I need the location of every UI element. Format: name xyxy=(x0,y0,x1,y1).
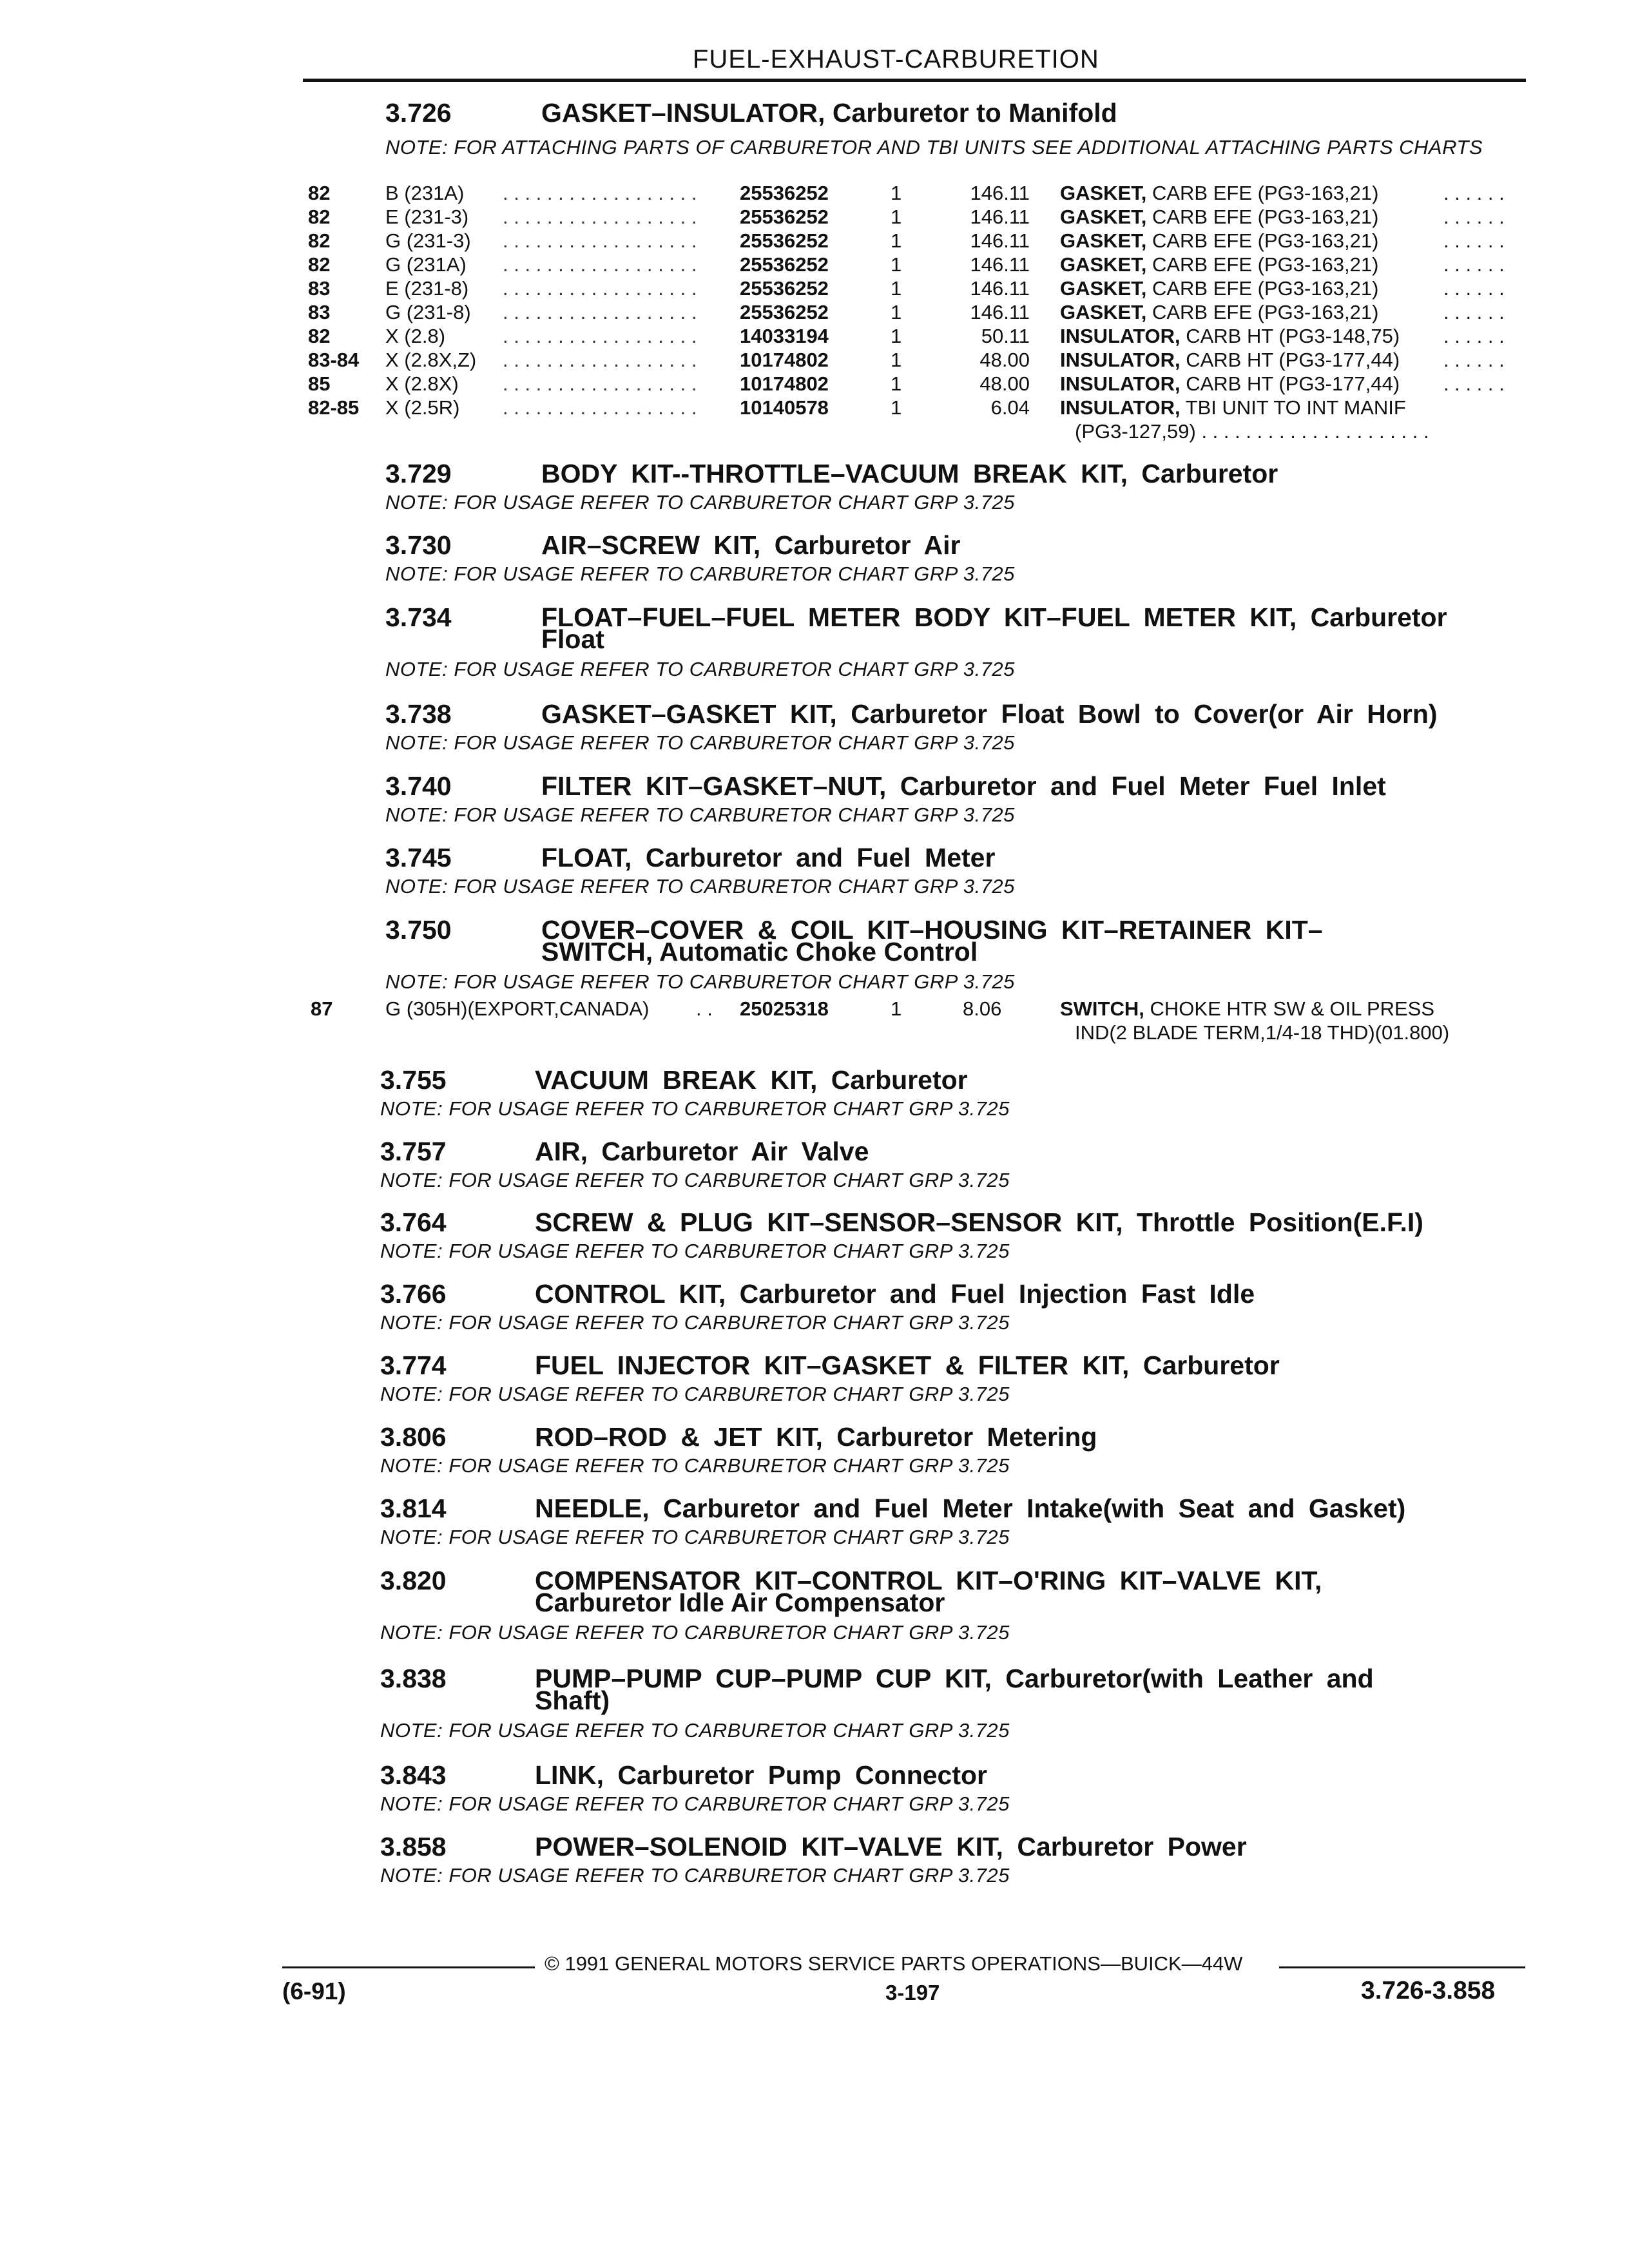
row-year: 82 xyxy=(308,229,331,252)
section-note: NOTE: FOR USAGE REFER TO CARBURETOR CHART GRP 3.725 xyxy=(380,1454,1010,1477)
section-note: NOTE: FOR USAGE REFER TO CARBURETOR CHART GRP 3.725 xyxy=(385,562,1015,585)
section-number: 3.774 xyxy=(380,1350,447,1380)
section-title-part: PUMP–PUMP CUP–PUMP CUP KIT, xyxy=(535,1664,992,1693)
row-price: 146.11 xyxy=(970,253,1030,276)
row-name: GASKET, xyxy=(1060,253,1147,276)
section-title xyxy=(541,530,960,561)
section-title-part: COMPENSATOR KIT–CONTROL KIT–O'RING KIT–VALVE KIT, xyxy=(535,1566,1322,1595)
row-leader-dots: . . . . . . . . . . . . . . . . . . xyxy=(503,253,697,276)
section-title-desc: Carburetor to Manifold xyxy=(832,98,1117,128)
table-row xyxy=(0,301,1629,325)
row-qty: 1 xyxy=(891,206,902,228)
row-trailing-dots: . . . . . . xyxy=(1443,277,1505,300)
row-qty: 1 xyxy=(891,253,902,276)
table-row xyxy=(0,206,1629,229)
section-title-desc: Carburetor Air Valve xyxy=(601,1137,869,1166)
row-part-number: 10140578 xyxy=(740,396,829,419)
row-code: X (2.8X) xyxy=(385,372,459,395)
section-number: 3.843 xyxy=(380,1760,447,1790)
row-description xyxy=(1060,997,1434,1021)
section-title-part: GASKET–GASKET KIT, xyxy=(541,699,837,729)
row-name: GASKET, xyxy=(1060,301,1147,323)
section-title-desc: Carburetor Air xyxy=(774,530,961,560)
row-part-number: 10174802 xyxy=(740,349,829,371)
row-qty: 1 xyxy=(891,372,902,395)
row-trailing-dots: . . . . . . xyxy=(1443,206,1505,228)
section-title xyxy=(535,1760,987,1791)
section-title xyxy=(535,1350,1280,1381)
row-price: 50.11 xyxy=(981,325,1030,347)
row-code: G (231-3) xyxy=(385,229,471,252)
row-detail: CARB HT (PG3-148,75) xyxy=(1186,325,1400,347)
section-title-part: FLOAT, xyxy=(541,843,632,872)
section-title-part: COVER–COVER & COIL KIT–HOUSING KIT–RETAINER KIT– xyxy=(541,915,1323,945)
section-note: NOTE: FOR USAGE REFER TO CARBURETOR CHART GRP 3.725 xyxy=(385,658,1015,680)
section-note: NOTE: FOR USAGE REFER TO CARBURETOR CHART GRP 3.725 xyxy=(380,1526,1010,1548)
row-part-number: 25536252 xyxy=(740,206,829,228)
row-trailing-dots: . . . . . . xyxy=(1443,372,1505,395)
section-number: 3.858 xyxy=(380,1832,447,1861)
section-note: NOTE: FOR USAGE REFER TO CARBURETOR CHART GRP 3.725 xyxy=(385,970,1015,993)
row-part-number: 25025318 xyxy=(740,997,829,1020)
row-price: 48.00 xyxy=(979,372,1030,395)
row-part-number: 25536252 xyxy=(740,182,829,204)
section-title-part: FILTER KIT–GASKET–NUT, xyxy=(541,771,887,801)
section-note: NOTE: FOR USAGE REFER TO CARBURETOR CHART GRP 3.725 xyxy=(385,803,1015,826)
table-row xyxy=(0,372,1629,396)
row-trailing-dots: . . . . . . xyxy=(1443,229,1505,252)
row-detail: CARB EFE (PG3-163,21) xyxy=(1152,229,1379,252)
section-title xyxy=(541,459,1278,489)
table-row xyxy=(0,349,1629,372)
row-qty: 1 xyxy=(891,349,902,371)
section-title xyxy=(535,1832,1247,1862)
section-number: 3.766 xyxy=(380,1279,447,1309)
section-title-desc: Carburetor xyxy=(1310,602,1447,632)
row-price: 8.06 xyxy=(963,997,1002,1020)
row-part-number: 25536252 xyxy=(740,277,829,300)
section-title-part: BODY KIT--THROTTLE–VACUUM BREAK KIT, xyxy=(541,459,1128,488)
table-row xyxy=(0,277,1629,301)
section-title-part: GASKET–INSULATOR, xyxy=(541,98,825,128)
section-title-desc: Carburetor Pump Connector xyxy=(617,1760,987,1790)
row-year: 82 xyxy=(308,253,331,276)
row-trailing-dots: . . . . . . xyxy=(1443,349,1505,371)
section-title-desc: Carburetor Float Bowl to Cover(or Air Horn) xyxy=(851,699,1438,729)
row-detail-2: (PG3-127,59) xyxy=(1075,420,1196,443)
row-leader-dots: . . . . . . . . . . . . . . . . . . xyxy=(503,372,697,395)
row-part-number: 14033194 xyxy=(740,325,829,347)
section-number: 3.806 xyxy=(380,1422,447,1452)
section-title xyxy=(541,98,1117,128)
section-title-part: AIR–SCREW KIT, xyxy=(541,530,761,560)
row-name: INSULATOR, xyxy=(1060,396,1181,419)
section-title xyxy=(535,1664,1374,1694)
section-number: 3.757 xyxy=(380,1137,447,1166)
row-qty: 1 xyxy=(891,229,902,252)
table-row xyxy=(0,229,1629,253)
section-note: NOTE: FOR USAGE REFER TO CARBURETOR CHART GRP 3.725 xyxy=(380,1621,1010,1644)
row-name: INSULATOR, xyxy=(1060,349,1181,371)
section-title xyxy=(535,1207,1423,1238)
section-title-part: NEEDLE, xyxy=(535,1494,650,1523)
row-code: G (231-8) xyxy=(385,301,471,323)
section-number: 3.755 xyxy=(380,1065,447,1095)
row-code: B (231A) xyxy=(385,182,465,204)
row-part-number: 10174802 xyxy=(740,372,829,395)
row-name: GASKET, xyxy=(1060,182,1147,204)
page-header-title: FUEL-EXHAUST-CARBURETION xyxy=(693,45,1099,73)
section-note: NOTE: FOR USAGE REFER TO CARBURETOR CHART GRP 3.725 xyxy=(380,1383,1010,1405)
row-qty: 1 xyxy=(891,277,902,300)
section-title-part: VACUUM BREAK KIT, xyxy=(535,1065,818,1095)
section-title-desc: Carburetor and Fuel Meter Intake(with Seat and Gasket) xyxy=(663,1494,1406,1523)
row-description xyxy=(1060,301,1378,324)
row-qty: 1 xyxy=(891,301,902,323)
section-number: 3.729 xyxy=(385,459,452,488)
row-description xyxy=(1060,253,1378,276)
row-description xyxy=(1060,229,1378,253)
section-title xyxy=(541,699,1438,729)
row-description xyxy=(1060,396,1406,419)
row-trailing-dots: . . . . . . xyxy=(1443,182,1505,204)
section-title xyxy=(535,1279,1255,1309)
table-row xyxy=(0,396,1629,420)
section-note: NOTE: FOR USAGE REFER TO CARBURETOR CHART GRP 3.725 xyxy=(380,1097,1010,1120)
footer-rule-right xyxy=(1279,1966,1525,1968)
footer-copyright: © 1991 GENERAL MOTORS SERVICE PARTS OPERATIONS—BUICK—44W xyxy=(545,1952,1243,1975)
section-title-part: POWER–SOLENOID KIT–VALVE KIT, xyxy=(535,1832,1003,1861)
row-code: G (231A) xyxy=(385,253,467,276)
row-code: E (231-8) xyxy=(385,277,469,300)
row-detail: CARB HT (PG3-177,44) xyxy=(1186,372,1400,395)
section-title-desc: Carburetor xyxy=(1142,1350,1280,1380)
row-part-number: 25536252 xyxy=(740,229,829,252)
row-part-number: 25536252 xyxy=(740,301,829,323)
row-detail: CARB EFE (PG3-163,21) xyxy=(1152,301,1379,323)
row-leader-dots: . . . . . . . . . . . . . . . . . . xyxy=(503,396,697,419)
row-price: 146.11 xyxy=(970,182,1030,204)
row-description xyxy=(1060,206,1378,229)
section-title-desc: Carburetor and Fuel Meter Fuel Inlet xyxy=(900,771,1386,801)
row-year: 83 xyxy=(308,301,331,323)
section-title-continued: SWITCH, Automatic Choke Control xyxy=(541,937,978,966)
row-qty: 1 xyxy=(891,182,902,204)
row-year: 82 xyxy=(308,325,331,347)
section-number: 3.726 xyxy=(385,98,452,128)
row-name: GASKET, xyxy=(1060,229,1147,252)
section-title xyxy=(535,1494,1405,1524)
row-trailing-dots: . . . . . . xyxy=(1443,301,1505,323)
section-title-part: FLOAT–FUEL–FUEL METER BODY KIT–FUEL METER KIT, xyxy=(541,602,1297,632)
section-title-part: AIR, xyxy=(535,1137,588,1166)
section-title-desc: Throttle Position(E.F.I) xyxy=(1136,1207,1423,1237)
section-number: 3.745 xyxy=(385,843,452,872)
row-year: 85 xyxy=(308,372,331,395)
section-title-part: LINK, xyxy=(535,1760,604,1790)
section-title xyxy=(535,1137,869,1167)
section-title-desc: Carburetor(with Leather and xyxy=(1005,1664,1374,1693)
row-year: 87 xyxy=(311,997,333,1020)
row-code: G (305H)(EXPORT,CANADA) xyxy=(385,997,650,1020)
row-year: 83-84 xyxy=(308,349,360,371)
row-price: 146.11 xyxy=(970,301,1030,323)
section-number: 3.730 xyxy=(385,530,452,560)
row-name: GASKET, xyxy=(1060,277,1147,300)
row-year: 82 xyxy=(308,206,331,228)
row-name: SWITCH, xyxy=(1060,997,1144,1020)
row-detail: CHOKE HTR SW & OIL PRESS xyxy=(1150,997,1435,1020)
row-description xyxy=(1060,277,1378,300)
section-note: NOTE: FOR USAGE REFER TO CARBURETOR CHART GRP 3.725 xyxy=(380,1719,1010,1742)
section-note: NOTE: FOR ATTACHING PARTS OF CARBURETOR AND TBI UNITS SEE ADDITIONAL ATTACHING PARTS CHARTS xyxy=(385,136,1483,159)
row-leader-dots: . . . . . . . . . . . . . . . . . . xyxy=(503,349,697,371)
section-number: 3.764 xyxy=(380,1207,447,1237)
row-description xyxy=(1060,372,1400,396)
section-title xyxy=(535,1065,968,1095)
section-note: NOTE: FOR USAGE REFER TO CARBURETOR CHART GRP 3.725 xyxy=(380,1240,1010,1262)
row-detail: CARB EFE (PG3-163,21) xyxy=(1152,277,1379,300)
row-price: 146.11 xyxy=(970,229,1030,252)
section-number: 3.738 xyxy=(385,699,452,729)
section-note: NOTE: FOR USAGE REFER TO CARBURETOR CHART GRP 3.725 xyxy=(385,875,1015,898)
row-code: E (231-3) xyxy=(385,206,469,228)
table-row xyxy=(0,325,1629,349)
header-rule xyxy=(303,79,1526,82)
row-description xyxy=(1060,349,1400,372)
row-code: X (2.5R) xyxy=(385,396,460,419)
row-leader-dots: . . . . . . . . . . . . . . . . . . xyxy=(503,325,697,347)
row-year: 82-85 xyxy=(308,396,360,419)
section-title-continued: Shaft) xyxy=(535,1686,610,1715)
footer-date: (6-91) xyxy=(282,1978,346,2004)
row-price: 146.11 xyxy=(970,277,1030,300)
footer-section-range: 3.726-3.858 xyxy=(1361,1977,1496,2004)
row-leader-dots: . . . . . . . . . . . . . . . . . . xyxy=(503,206,697,228)
row-leader-dots: . . . . . . . . . . . . . . . . . . xyxy=(503,229,697,252)
row-part-number: 25536252 xyxy=(740,253,829,276)
row-description xyxy=(1060,325,1400,348)
row-qty: 1 xyxy=(891,325,902,347)
row-price: 6.04 xyxy=(990,396,1030,419)
row-leader-dots: . . . . . . . . . . . . . . . . . . xyxy=(503,277,697,300)
section-number: 3.740 xyxy=(385,771,452,801)
row-price: 48.00 xyxy=(979,349,1030,371)
section-note: NOTE: FOR USAGE REFER TO CARBURETOR CHART GRP 3.725 xyxy=(380,1792,1010,1815)
section-number: 3.814 xyxy=(380,1494,447,1523)
row-trailing-dots: . . . . . . . . . . . . . . . . . . . . . xyxy=(1195,420,1429,443)
section-title-desc: Carburetor Power xyxy=(1017,1832,1247,1861)
row-detail-continued xyxy=(1075,420,1429,444)
row-description xyxy=(1060,182,1378,205)
section-note: NOTE: FOR USAGE REFER TO CARBURETOR CHART GRP 3.725 xyxy=(380,1169,1010,1191)
row-price: 146.11 xyxy=(970,206,1030,228)
table-row xyxy=(0,182,1629,206)
row-name: GASKET, xyxy=(1060,206,1147,228)
footer-rule-left xyxy=(282,1966,535,1968)
section-title xyxy=(541,843,995,873)
row-detail-continued: IND(2 BLADE TERM,1/4-18 THD)(01.800) xyxy=(1075,1021,1450,1044)
section-number: 3.838 xyxy=(380,1664,447,1693)
section-number: 3.734 xyxy=(385,602,452,632)
row-name: INSULATOR, xyxy=(1060,372,1181,395)
section-title-desc: Carburetor and Fuel Injection Fast Idle xyxy=(739,1279,1255,1309)
section-title-continued: Float xyxy=(541,624,604,654)
row-year: 82 xyxy=(308,182,331,204)
section-title-part: ROD–ROD & JET KIT, xyxy=(535,1422,823,1452)
section-note: NOTE: FOR USAGE REFER TO CARBURETOR CHART GRP 3.725 xyxy=(385,731,1015,754)
section-title-part: CONTROL KIT, xyxy=(535,1279,726,1309)
section-title-part: SCREW & PLUG KIT–SENSOR–SENSOR KIT, xyxy=(535,1207,1123,1237)
section-title-desc: Carburetor and Fuel Meter xyxy=(645,843,996,872)
row-detail: CARB EFE (PG3-163,21) xyxy=(1152,206,1379,228)
section-title xyxy=(541,602,1447,633)
row-trailing-dots: . . . . . . xyxy=(1443,325,1505,347)
section-note: NOTE: FOR USAGE REFER TO CARBURETOR CHART GRP 3.725 xyxy=(380,1311,1010,1334)
row-trailing-dots: . . . . . . xyxy=(1443,253,1505,276)
section-title-continued: Carburetor Idle Air Compensator xyxy=(535,1588,945,1617)
section-title-desc: Carburetor xyxy=(831,1065,968,1095)
section-number: 3.820 xyxy=(380,1566,447,1595)
section-title-part: FUEL INJECTOR KIT–GASKET & FILTER KIT, xyxy=(535,1350,1130,1380)
row-leader-dots: . . . . . . . . . . . . . . . . . . xyxy=(503,182,697,204)
row-qty: 1 xyxy=(891,997,902,1020)
table-row xyxy=(0,253,1629,277)
footer-page-number: 3-197 xyxy=(885,1981,940,2004)
row-code: X (2.8X,Z) xyxy=(385,349,477,371)
section-title-desc: Carburetor xyxy=(1141,459,1278,488)
row-detail: CARB EFE (PG3-163,21) xyxy=(1152,253,1379,276)
section-title xyxy=(535,1422,1097,1452)
row-detail: TBI UNIT TO INT MANIF xyxy=(1185,396,1406,419)
row-leader-dots: . . . . . . . . . . . . . . . . . . xyxy=(503,301,697,323)
section-note: NOTE: FOR USAGE REFER TO CARBURETOR CHART GRP 3.725 xyxy=(385,491,1015,514)
section-number: 3.750 xyxy=(385,915,452,945)
row-year: 83 xyxy=(308,277,331,300)
row-dots: . . xyxy=(696,997,713,1020)
row-code: X (2.8) xyxy=(385,325,446,347)
table-row xyxy=(0,997,1629,1021)
row-qty: 1 xyxy=(891,396,902,419)
section-title-desc: Carburetor Metering xyxy=(836,1422,1097,1452)
row-name: INSULATOR, xyxy=(1060,325,1181,347)
row-detail: CARB HT (PG3-177,44) xyxy=(1186,349,1400,371)
section-title xyxy=(541,771,1386,802)
row-detail: CARB EFE (PG3-163,21) xyxy=(1152,182,1379,204)
section-note: NOTE: FOR USAGE REFER TO CARBURETOR CHART GRP 3.725 xyxy=(380,1864,1010,1887)
